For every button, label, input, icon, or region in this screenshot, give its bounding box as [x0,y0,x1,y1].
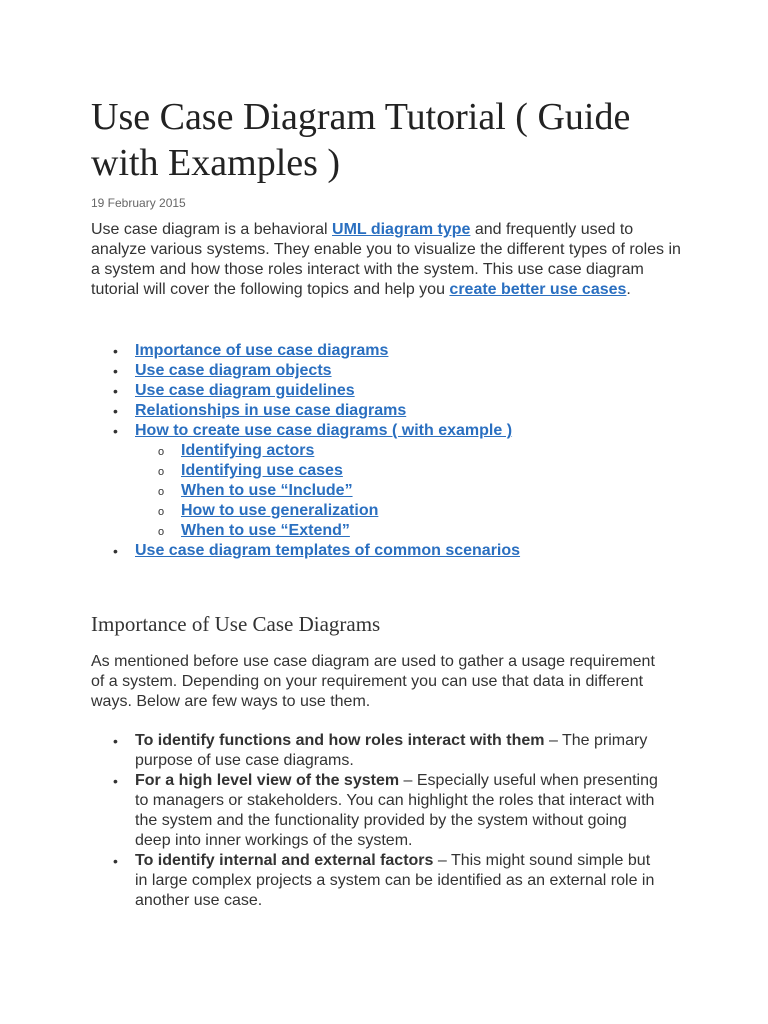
bullet-icon: • [113,543,118,559]
toc-item [91,361,691,381]
toc-link-how-to-create[interactable]: How to create use case diagrams ( with example ) [135,422,513,439]
section-paragraph: As mentioned before use case diagram are used to gather a usage requirement of a system. Depending on your requirement you can use that data in different ways. Below are few ways to use them. [91,653,655,710]
list-item-text: – Especially useful when presenting to managers or stakeholders. You can highlight the roles that interact with the system and the functionality provided by the system without going deep into inner workings of the system. [135,772,658,849]
toc-subitem [91,461,691,481]
list-item [91,771,665,851]
toc-link-guidelines[interactable]: Use case diagram guidelines [135,382,355,399]
list-item [91,851,665,911]
toc-link-include[interactable]: When to use “Include” [181,482,353,499]
list-item-text: – This might sound simple but in large complex projects a system can be identified as an external role in another use case. [135,852,655,909]
intro-text-1: Use case diagram is a behavioral [91,221,333,238]
intro-text-3: . [626,281,631,298]
toc-link-identifying-actors[interactable]: Identifying actors [181,442,315,459]
bullet-icon: • [113,423,118,439]
table-of-contents [91,341,691,561]
bullet-icon: • [113,853,118,869]
toc-item [91,541,691,561]
publish-date: 19 February 2015 [91,196,186,210]
list-item [91,731,665,771]
sub-bullet-icon: o [158,466,165,478]
bullet-icon: • [113,773,118,789]
intro-paragraph [91,220,691,300]
toc-subitem [91,441,691,461]
sub-bullet-icon: o [158,526,165,538]
list-item-bold: For a high level view of the system [135,772,400,789]
bullet-icon: • [113,403,118,419]
toc-subitem [91,521,691,541]
toc-link-generalization[interactable]: How to use generalization [181,502,379,519]
sub-bullet-icon: o [158,486,165,498]
sub-bullet-icon: o [158,446,165,458]
toc-link-extend[interactable]: When to use “Extend” [181,522,350,539]
toc-item [91,381,691,401]
uses-list [91,731,691,911]
intro-text-2: and frequently used to analyze various systems. They enable you to visualize the different types of roles in a system and how those roles interact with the system. This use case diagram tutorial will cover the following topics and help you [91,221,681,298]
bullet-icon: • [113,733,118,749]
toc-subitem [91,501,691,521]
toc-link-templates[interactable]: Use case diagram templates of common scenarios [135,542,521,559]
list-item-bold: To identify internal and external factors [135,852,434,869]
sub-bullet-icon: o [158,506,165,518]
list-item-text: – The primary purpose of use case diagrams. [135,732,648,769]
toc-item [91,401,691,421]
toc-item [91,421,691,441]
page-title: Use Case Diagram Tutorial ( Guide with Examples ) [91,96,631,184]
toc-link-objects[interactable]: Use case diagram objects [135,362,332,379]
uml-diagram-type-link[interactable]: UML diagram type [332,221,471,238]
section-heading: Importance of Use Case Diagrams [91,612,381,636]
create-better-use-cases-link[interactable]: create better use cases [449,281,627,298]
toc-link-importance[interactable]: Importance of use case diagrams [135,342,389,359]
toc-link-relationships[interactable]: Relationships in use case diagrams [135,402,407,419]
bullet-icon: • [113,343,118,359]
bullet-icon: • [113,363,118,379]
bullet-icon: • [113,383,118,399]
toc-subitem [91,481,691,501]
toc-item [91,341,691,361]
list-item-bold: To identify functions and how roles interact with them [135,732,545,749]
toc-link-identifying-use-cases[interactable]: Identifying use cases [181,462,343,479]
